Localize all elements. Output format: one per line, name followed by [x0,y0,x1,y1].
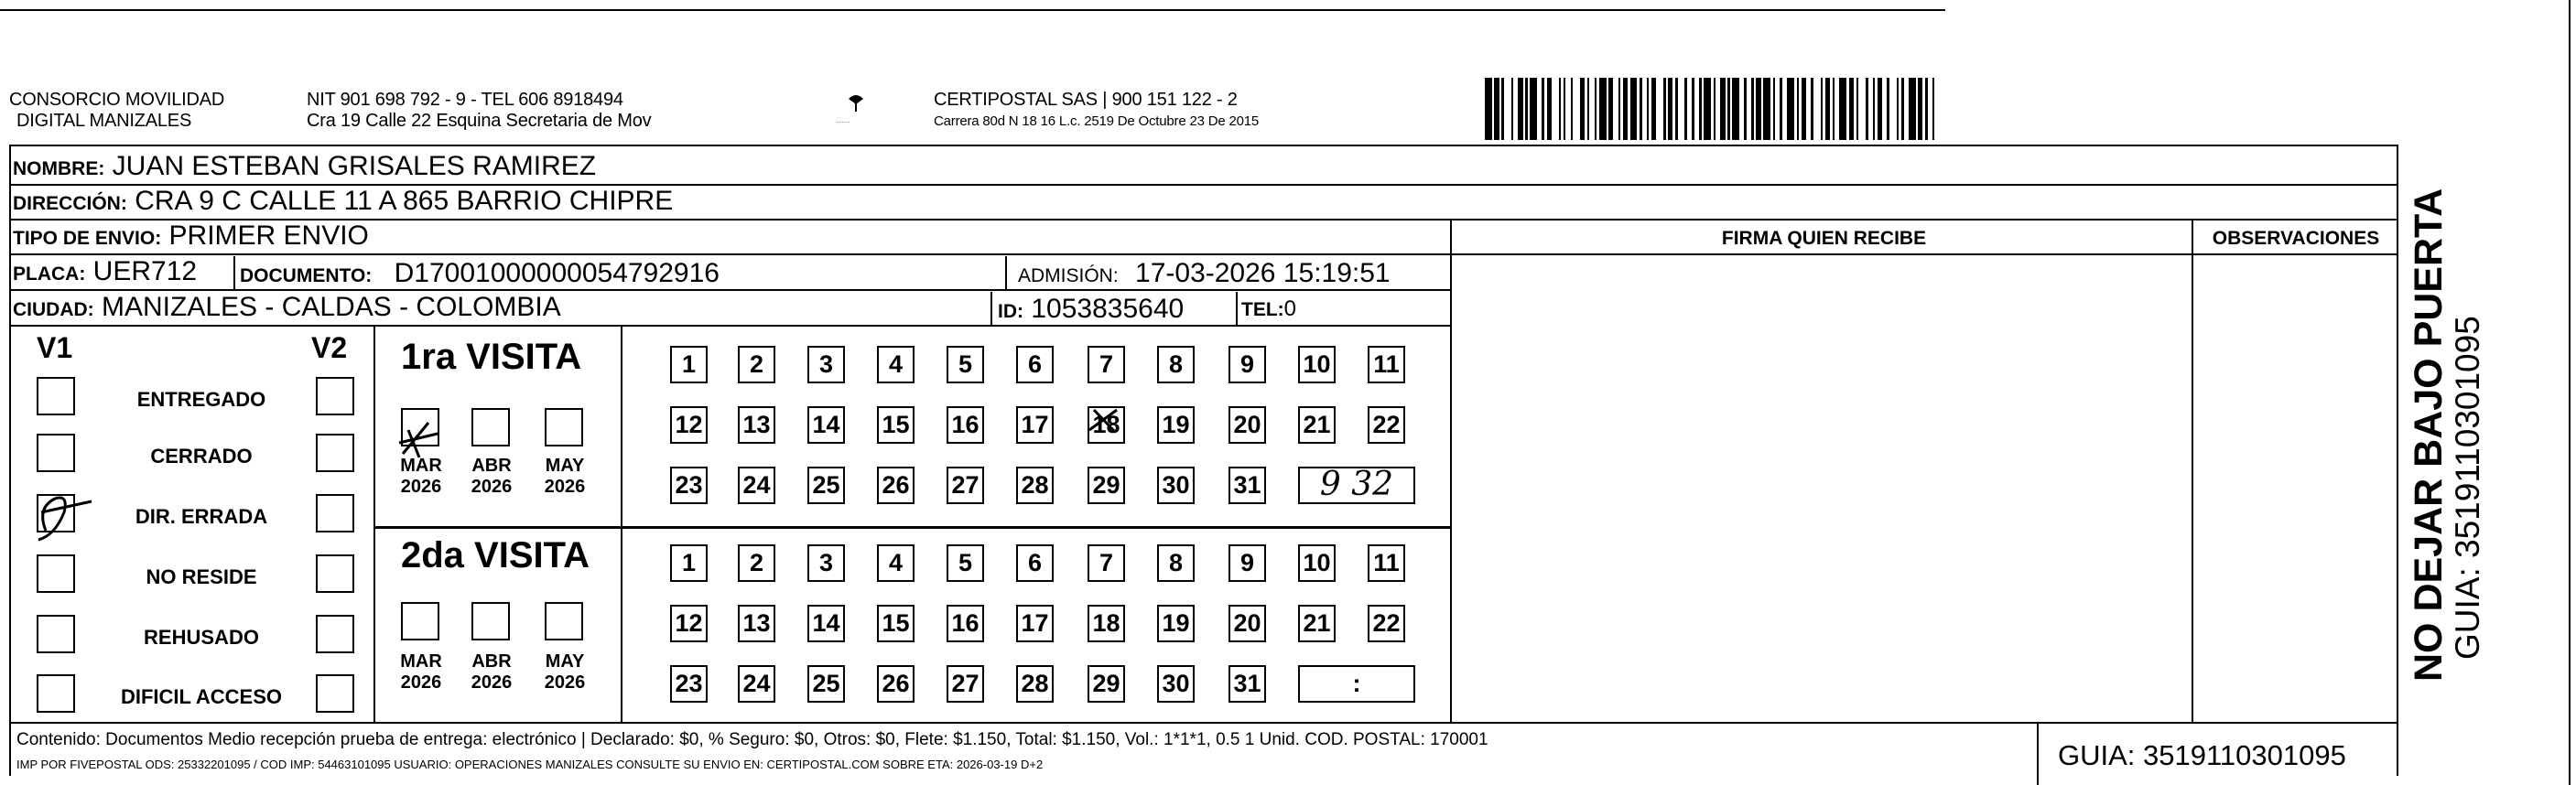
barcode-bar [1856,78,1859,140]
day-box[interactable]: 22 [1368,605,1405,642]
barcode-bar [1668,78,1672,140]
check-mark-mar [399,423,438,457]
footer-rule [9,722,2398,724]
month-year: 2026 [544,477,586,497]
ciudad-value: MANIZALES - CALDAS - COLOMBIA [102,292,561,322]
barcode-bar [1692,78,1694,140]
ciudad-label: CIUDAD: [13,299,94,320]
barcode-bar [1909,78,1916,140]
day-box[interactable]: 25 [807,467,845,504]
day-box[interactable]: 1 [670,346,708,383]
barcode-bar [1571,78,1574,140]
day-box[interactable]: 6 [1016,544,1054,582]
month-year: 2026 [471,672,513,693]
carrier-name: CERTIPOSTAL SAS | 900 151 122 - 2 [934,90,1238,110]
day-box[interactable]: 5 [947,346,984,383]
sender-name-line1: CONSORCIO MOVILIDAD [9,90,225,110]
day-box[interactable]: 8 [1157,346,1195,383]
check-mark-day-18 [1089,410,1117,432]
barcode-bar [1780,78,1782,140]
day-box[interactable]: 21 [1298,406,1336,444]
barcode-bar [1647,78,1650,140]
v1-header: V1 [37,331,73,364]
day-box[interactable]: 23 [670,467,708,504]
day-box[interactable]: 28 [1016,665,1054,703]
day-box[interactable]: 19 [1157,406,1195,444]
barcode-bar [1897,78,1900,140]
day-box[interactable]: 24 [738,467,775,504]
observaciones-header: OBSERVACIONES [2212,228,2380,249]
barcode-bar [1494,78,1499,140]
carrier-license: Carrera 80d N 18 16 L.c. 2519 De Octubre 23 De 2015 [934,113,1260,129]
day-box[interactable]: 9 [1228,544,1266,582]
barcode-bar [1802,78,1806,140]
barcode-bar [1618,78,1621,140]
footer-contenido: Contenido: Documentos Medio recepción prueba de entrega: electrónico | Declarado: $0, % Seguro: $0, Otros: $0, Flete: $1.150, Total: $1.150, Vol.: 1*1*1, 0.5 1 Unid. COD. POSTAL: 170001 [16,730,1488,749]
barcode-bar [1763,78,1770,140]
footer-guia-border [2037,722,2039,785]
barcode-bar [1525,78,1528,140]
day-box[interactable]: 17 [1016,605,1054,642]
admision-value: 17-03-2026 15:19:51 [1135,258,1391,288]
day-box[interactable]: 11 [1368,346,1405,383]
barcode-bar [1714,78,1716,140]
admision-label: ADMISIÓN: [1018,265,1119,286]
time-box[interactable]: 9 32 [1298,467,1415,504]
day-box[interactable]: 30 [1157,665,1195,703]
tel-label: TEL: [1241,299,1284,320]
barcode-bar [1873,78,1876,140]
barcode-bar [1866,78,1868,140]
barcode-bar [1744,78,1747,140]
barcode-bar [1797,78,1800,140]
month-name: MAY [545,456,585,476]
time-box[interactable]: : [1298,665,1415,703]
month-name: ABR [471,651,512,672]
tel-value: 0 [1283,296,1297,321]
check-mark-dir-errada [38,498,92,540]
barcode-bar [1732,78,1739,140]
barcode-bar [1595,78,1597,140]
placa-label: PLACA: [13,263,86,285]
observaciones-left-border [2192,220,2193,722]
barcode-bar [1704,78,1711,140]
barcode-bar [1663,78,1666,140]
barcode-bar [1720,78,1725,140]
status-option-label: CERRADO [150,445,253,468]
day-box[interactable]: 28 [1016,467,1054,504]
tipo-value: PRIMER ENVIO [168,220,369,251]
day-box[interactable]: 10 [1298,544,1336,582]
month-name: MAR [400,651,442,672]
firma-header: FIRMA QUIEN RECIBE [1721,228,1927,249]
day-box[interactable]: 8 [1157,544,1195,582]
status-option-label: REHUSADO [144,626,259,649]
id-value: 1053835640 [1031,294,1185,324]
barcode-bar [1580,78,1585,140]
barcode-bar [1751,78,1754,140]
footer-guia: GUIA: 3519110301095 [2058,739,2346,771]
placa-value: UER712 [92,256,198,286]
barcode-bar [1932,78,1935,140]
documento-value: D17001000000054792916 [394,258,720,288]
day-box[interactable]: 9 [1228,346,1266,383]
day-box[interactable]: 13 [738,605,775,642]
firma-header-rule [1452,253,2398,255]
tipo-label: TIPO DE ENVIO: [13,228,162,249]
barcode-bar [1887,78,1889,140]
day-box[interactable]: 22 [1368,406,1405,444]
day-box[interactable]: 16 [947,605,984,642]
side-warning: NO DEJAR BAJO PUERTA [2407,188,2451,682]
day-box[interactable]: 10 [1298,346,1336,383]
sender-name-line2: DIGITAL MANIZALES [16,111,192,131]
day-box[interactable]: 3 [807,346,845,383]
day-box[interactable]: 31 [1228,467,1266,504]
day-box[interactable]: 18 [1088,605,1125,642]
second-visit-title: 2da VISITA [401,535,590,575]
day-box[interactable]: 12 [670,605,708,642]
day-box[interactable]: 14 [807,406,845,444]
v2-header: V2 [311,331,348,364]
barcode [1485,78,2217,140]
barcode-bar [1787,78,1794,140]
month-year: 2026 [544,672,586,693]
day-box[interactable]: 29 [1088,665,1125,703]
sender-nit-line: NIT 901 698 792 - 9 - TEL 606 8918494 [307,90,623,110]
barcode-bar [1511,78,1514,140]
right-edge-rule [2569,0,2571,785]
barcode-bar [1727,78,1730,140]
barcode-bar [1640,78,1642,140]
nombre-value: JUAN ESTEBAN GRISALES RAMIREZ [112,151,597,181]
barcode-bar [1925,78,1928,140]
barcode-bar [1485,78,1492,140]
barcode-bar [1675,78,1678,140]
barcode-bar [1878,78,1882,140]
barcode-bar [1756,78,1760,140]
documento-label: DOCUMENTO: [240,265,373,286]
month-name: MAY [545,651,585,672]
barcode-bar [1901,78,1904,140]
direccion-label: DIRECCIÓN: [13,193,127,214]
barcode-bar [1530,78,1537,140]
day-box[interactable]: 2 [738,544,775,582]
day-box[interactable]: 5 [947,544,984,582]
day-box[interactable]: 11 [1368,544,1405,582]
barcode-bar [1773,78,1776,140]
barcode-bar [1587,78,1590,140]
status-option-label: ENTREGADO [136,388,266,411]
barcode-bar [1849,78,1854,140]
direccion-value: CRA 9 C CALLE 11 A 865 BARRIO CHIPRE [135,186,674,216]
barcode-bar [1651,78,1656,140]
barcode-bar [1839,78,1846,140]
day-box[interactable]: 29 [1088,467,1125,504]
day-box[interactable]: 7 [1088,346,1125,383]
day-box[interactable]: 23 [670,665,708,703]
barcode-bar [1542,78,1544,140]
side-guia: GUIA: 3519110301095 [2449,316,2486,660]
day-box[interactable]: 16 [947,406,984,444]
day-box[interactable]: 27 [947,665,984,703]
month-name: MAR [400,456,442,476]
day-box[interactable]: 18 [1088,406,1125,444]
barcode-bar [1559,78,1562,140]
sender-address-line: Cra 19 Calle 22 Esquina Secretaria de Mov [307,111,652,131]
barcode-bar [1547,78,1552,140]
id-label: ID: [998,301,1023,322]
barcode-bar [1821,78,1824,140]
day-box[interactable]: 26 [877,665,915,703]
footer-imp: IMP POR FIVEPOSTAL ODS: 25332201095 / COD IMP: 54463101095 USUARIO: OPERACIONES MANIZALES CONSULTE SU ENVIO EN: CERTIPOSTAL.COM SOBRE ETA: 2026-03-19 D+2 [16,758,1044,771]
day-box[interactable]: 3 [807,544,845,582]
nombre-label: NOMBRE: [13,158,105,179]
day-box[interactable]: 4 [877,346,915,383]
day-box[interactable]: 27 [947,467,984,504]
month-year: 2026 [400,672,442,693]
day-box[interactable]: 17 [1016,406,1054,444]
day-box[interactable]: 6 [1016,346,1054,383]
barcode-bar [1501,78,1504,140]
barcode-bar [1630,78,1638,140]
status-option-label: NO RESIDE [146,565,257,588]
month-year: 2026 [400,477,442,497]
status-option-label: DIR. ERRADA [135,505,268,528]
month-name: ABR [471,456,512,476]
barcode-bar [1608,78,1613,140]
day-box[interactable]: 7 [1088,544,1125,582]
barcode-bar [1699,78,1702,140]
day-box[interactable]: 4 [877,544,915,582]
day-box[interactable]: 13 [738,406,775,444]
first-visit-title: 1ra VISITA [401,337,582,377]
day-box[interactable]: 20 [1228,605,1266,642]
day-box[interactable]: 31 [1228,665,1266,703]
barcode-bar [1599,78,1607,140]
day-box[interactable]: 15 [877,406,915,444]
day-box[interactable]: 19 [1157,605,1195,642]
day-box[interactable]: 21 [1298,605,1336,642]
day-box[interactable]: 30 [1157,467,1195,504]
day-box[interactable]: 14 [807,605,845,642]
barcode-bar [1623,78,1628,140]
barcode-bar [1918,78,1922,140]
day-box[interactable]: 25 [807,665,845,703]
day-box[interactable]: 12 [670,406,708,444]
barcode-bar [1518,78,1522,140]
svg-text:.......: ....... [836,116,850,124]
barcode-bar [1564,78,1566,140]
month-year: 2026 [471,477,513,497]
barcode-bar [1833,78,1835,140]
side-text [2408,169,2486,682]
day-box[interactable]: 15 [877,605,915,642]
day-box[interactable]: 20 [1228,406,1266,444]
day-box[interactable]: 2 [738,346,775,383]
barcode-bar [1825,78,1830,140]
day-box[interactable]: 1 [670,544,708,582]
day-box[interactable]: 26 [877,467,915,504]
status-option-label: DIFICIL ACCESO [120,685,282,708]
barcode-bar [1684,78,1687,140]
day-box[interactable]: 24 [738,665,775,703]
barcode-bar [1811,78,1813,140]
